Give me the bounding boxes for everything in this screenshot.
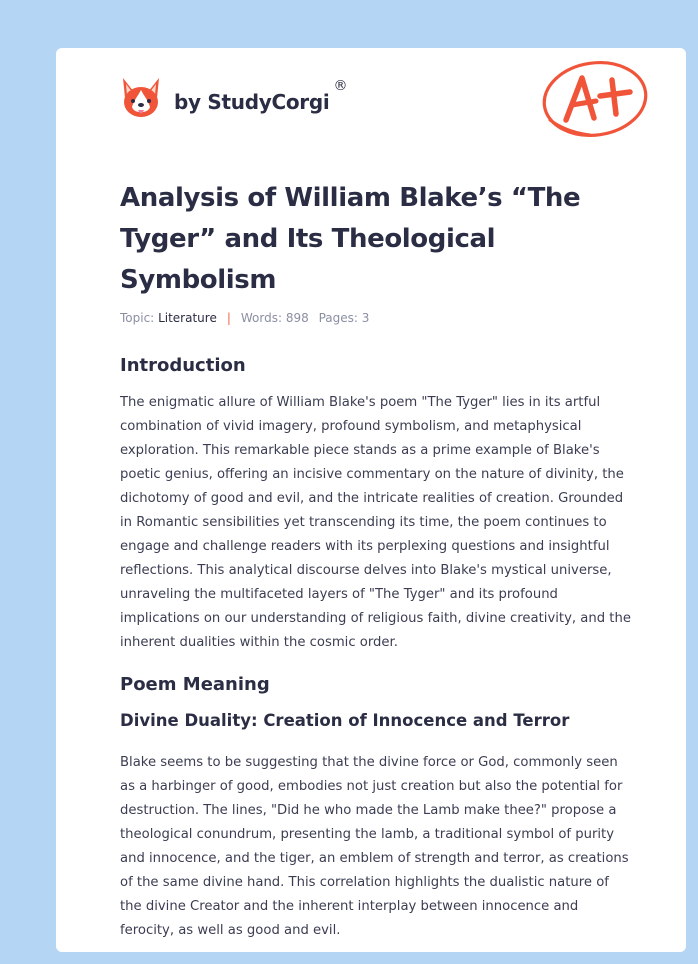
brand-header[interactable] — [120, 74, 347, 122]
topic-label: Topic: — [120, 311, 155, 325]
meta-separator: | — [226, 311, 231, 325]
brand-name: by StudyCorgi — [174, 90, 330, 114]
divine-duality-paragraph: Blake seems to be suggesting that the divine force or God, commonly seen as a harbinger of good, embodies not just creation but also the potential for destruction. The lines, "Did he who made the Lamb make thee?" propose a theological conundrum, presenting the lamb, a traditional symbol of purity and innocence, and the tiger, an emblem of strength and terror, as creations of the same divine hand. This correlation highlights the dualistic nature of the divine Creator and the inherent interplay between innocence and ferocity, as well as good and evil. — [120, 755, 629, 938]
words-label: Words: — [240, 311, 283, 325]
paper-meta — [120, 311, 369, 325]
introduction-heading: Introduction — [120, 355, 246, 376]
paper-card — [56, 48, 686, 952]
topic-link[interactable]: Literature — [158, 311, 217, 325]
grade-a-plus-icon — [538, 58, 650, 140]
divine-duality-heading: Divine Duality: Creation of Innocence and Terror — [120, 711, 570, 730]
registered-mark: ® — [333, 78, 348, 94]
words-count: 898 — [285, 311, 309, 325]
pages-count: 3 — [361, 311, 370, 325]
pages-label: Pages: — [318, 311, 358, 325]
introduction-paragraph: The enigmatic allure of William Blake's poem "The Tyger" lies in its artful combination of vivid imagery, profound symbolism, and metaphysical exploration. This remarkable piece stands as a prime example of Blake's poetic genius, offering an incisive commentary on the nature of divinity, the dichotomy of good and evil, and the intricate realities of creation. Grounded in Romantic sensibilities yet transcending its time, the poem continues to engage and challenge readers with its perplexing questions and insightful reflections. This analytical discourse delves into Blake's mystical universe, unraveling the multifaceted layers of "The Tyger" and its profound implications on our understanding of religious faith, divine creativity, and the inherent dualities within the cosmic order. — [120, 395, 631, 650]
corgi-logo-icon — [120, 74, 162, 122]
poem-meaning-heading: Poem Meaning — [120, 674, 270, 695]
paper-title: Analysis of William Blake’s “The Tyger” and Its Theological Symbolism — [120, 183, 581, 295]
